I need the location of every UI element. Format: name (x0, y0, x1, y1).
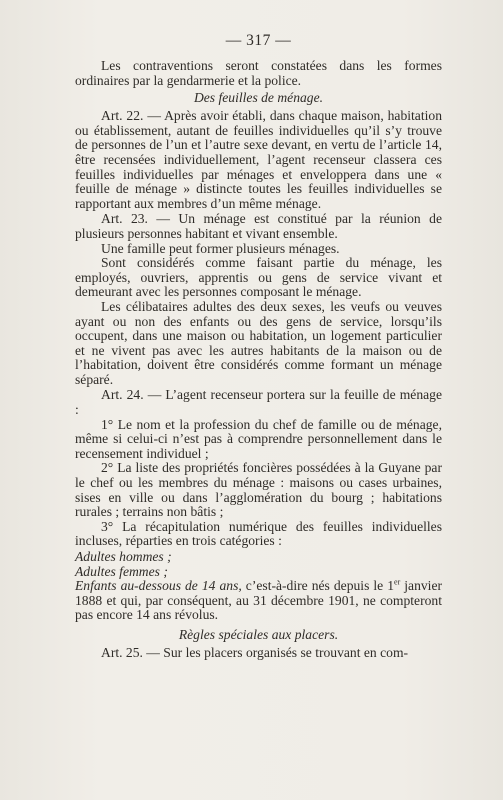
category-adult-women (75, 564, 442, 579)
category-children-text-b: janvier 1888 et qui, par conséquent, au 31 décembre 1901, ne compteront pas encore 14 ans révolus. (75, 578, 443, 623)
article-25: Art. 25. — Sur les placers organisés se trouvant en com- (101, 644, 409, 660)
article-24-item-1: 1° Le nom et la profession du chef de famille ou de ménage, même si celui-ci n’est pas à comprendre personnellement dans le recensement individuel ; (75, 416, 442, 461)
category-children (75, 579, 442, 623)
category-adult-men-text: Adultes hommes ; (75, 549, 172, 564)
section-heading-feuilles: Des feuilles de ménage. (193, 90, 324, 106)
category-adult-women-text: Adultes femmes ; (75, 564, 168, 579)
article-22: Art. 22. — Après avoir établi, dans chaque maison, habitation ou établissement, autant de feuilles individuelles qu’il s’y trouve de personnes de l’un et l’autre sexe devant, en vertu de l’article 14, être recensées individuellement, l’agent recenseur classera ces feuilles individuelles par ménages et enveloppera dans une « feuille de ménage » distincte toutes les feuilles individuelles se rapportant aux membres d’un même ménage. (75, 108, 442, 211)
category-children-text-a: c’est-à-dire nés depuis le 1 (241, 578, 395, 593)
article-23: Art. 23. — Un ménage est constitué par la réunion de plusieurs personnes habitant et vivant ensemble. (75, 211, 442, 241)
ordinal-superscript: er (394, 577, 401, 587)
category-adult-men (75, 549, 442, 564)
category-children-label: Enfants au-dessous de 14 ans, (75, 578, 242, 593)
page-number: — 317 — (225, 32, 292, 49)
article-24: Art. 24. — L’agent recenseur portera sur la feuille de ménage : (75, 387, 442, 418)
article-23-family: Une famille peut former plusieurs ménages. (101, 240, 340, 256)
article-24-item-3: 3° La récapitulation numérique des feuilles individuelles incluses, réparties en trois catégories : (75, 518, 442, 549)
article-23-single-adults: Les célibataires adultes des deux sexes, les veufs ou veuves ayant ou non des enfants ou des gens de service, lorsqu’ils occupent, dans une maison ou habitation, un logement particulier et ne vivent pas avec les autres habitants de la maison ou de l’habitation, doivent être considérés comme formant un ménage séparé. (75, 298, 442, 387)
article-23-household-members: Sont considérés comme faisant partie du ménage, les employés, ouvriers, apprentis ou gens de service vivant et demeurant avec les personnes composant le ménage. (75, 255, 442, 300)
intro-paragraph: Les contraventions seront constatées dans les formes ordinaires par la gendarmerie et la police. (75, 58, 442, 88)
section-heading-placers: Règles spéciales aux placers. (178, 626, 339, 642)
article-24-item-2: 2° La liste des propriétés foncières possédées à la Guyane par le chef ou les membres du ménage : maisons ou cases urbaines, sises en ville ou dans l’agglomération du bourg ; habitations rurales ; terrains non bâtis ; (75, 460, 442, 520)
